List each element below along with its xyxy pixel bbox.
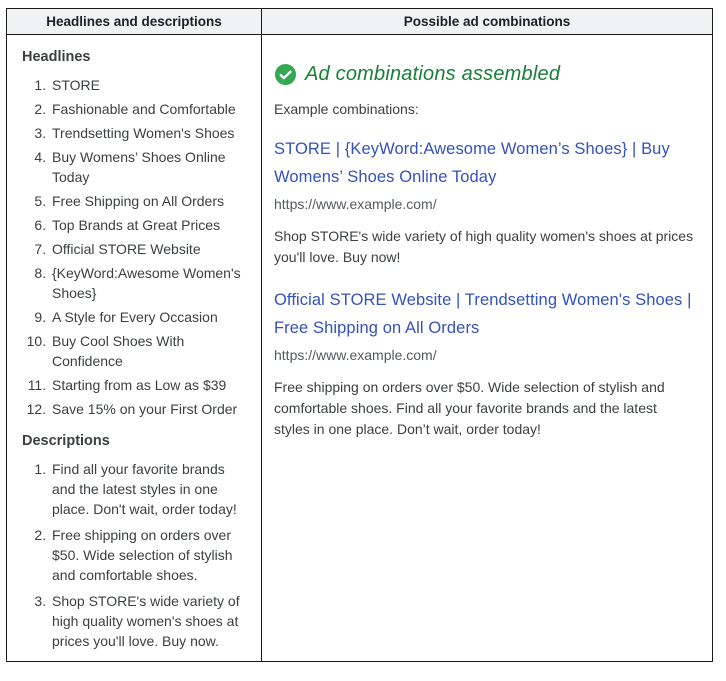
- check-circle-icon: [274, 63, 297, 86]
- headline-item: 3. Trendsetting Women's Shoes: [50, 123, 249, 143]
- headlines-list: [22, 75, 249, 419]
- headlines-descriptions-cell: [7, 35, 262, 662]
- ad-title-link[interactable]: Official STORE Website | Trendsetting Women's Shoes | Free Shipping on All Orders: [274, 291, 692, 337]
- description-item: 2. Free shipping on orders over $50. Wide selection of stylish and comfortable shoes.: [50, 525, 249, 585]
- headlines-section-title: Headlines: [22, 49, 91, 65]
- ad-preview-table: [6, 8, 713, 662]
- descriptions-list: [22, 459, 249, 651]
- headline-item: 1. STORE: [50, 75, 249, 95]
- headline-item: 9. A Style for Every Occasion: [50, 307, 249, 327]
- example-combinations-label: Example combinations:: [274, 101, 419, 117]
- ad-display-url: https://www.example.com/: [274, 347, 437, 363]
- table-body-row: [7, 35, 713, 662]
- status-banner: [274, 63, 696, 86]
- ad-description-text: Shop STORE's wide variety of high quality women's shoes at prices you'll love. Buy now!: [274, 228, 694, 265]
- ad-description-text: Free shipping on orders over $50. Wide selection of stylish and comfortable shoes. Find all your favorite brands and the latest styles in one place. Don’t wait, order today!: [274, 379, 665, 437]
- ad-combination-card: [274, 135, 696, 268]
- headline-item: 7. Official STORE Website: [50, 239, 249, 259]
- headline-item: 8. {KeyWord:Awesome Women's Shoes}: [50, 263, 249, 303]
- description-item: 3. Shop STORE's wide variety of high quality women's shoes at prices you'll love. Buy now.: [50, 591, 249, 651]
- column-header-possible-ad-combinations: Possible ad combinations: [262, 9, 713, 35]
- ad-combination-card: [274, 286, 696, 440]
- table-header-row: [7, 9, 713, 35]
- headline-item: 6. Top Brands at Great Prices: [50, 215, 249, 235]
- ad-combination-list: [274, 135, 696, 440]
- description-item: 1. Find all your favorite brands and the latest styles in one place. Don't wait, order today!: [50, 459, 249, 519]
- headline-item: 11. Starting from as Low as $39: [50, 375, 249, 395]
- ad-combinations-cell: [262, 35, 713, 662]
- status-text: Ad combinations assembled: [305, 63, 561, 85]
- headline-item: 12. Save 15% on your First Order: [50, 399, 249, 419]
- ad-title-link[interactable]: STORE | {KeyWord:Awesome Women’s Shoes} | Buy Womens’ Shoes Online Today: [274, 140, 670, 186]
- column-header-headlines-descriptions: Headlines and descriptions: [7, 9, 262, 35]
- headline-item: 5. Free Shipping on All Orders: [50, 191, 249, 211]
- descriptions-section-title: Descriptions: [22, 433, 110, 449]
- headline-item: 10. Buy Cool Shoes With Confidence: [50, 331, 249, 371]
- headline-item: 4. Buy Womens’ Shoes Online Today: [50, 147, 249, 187]
- ad-display-url: https://www.example.com/: [274, 196, 437, 212]
- headline-item: 2. Fashionable and Comfortable: [50, 99, 249, 119]
